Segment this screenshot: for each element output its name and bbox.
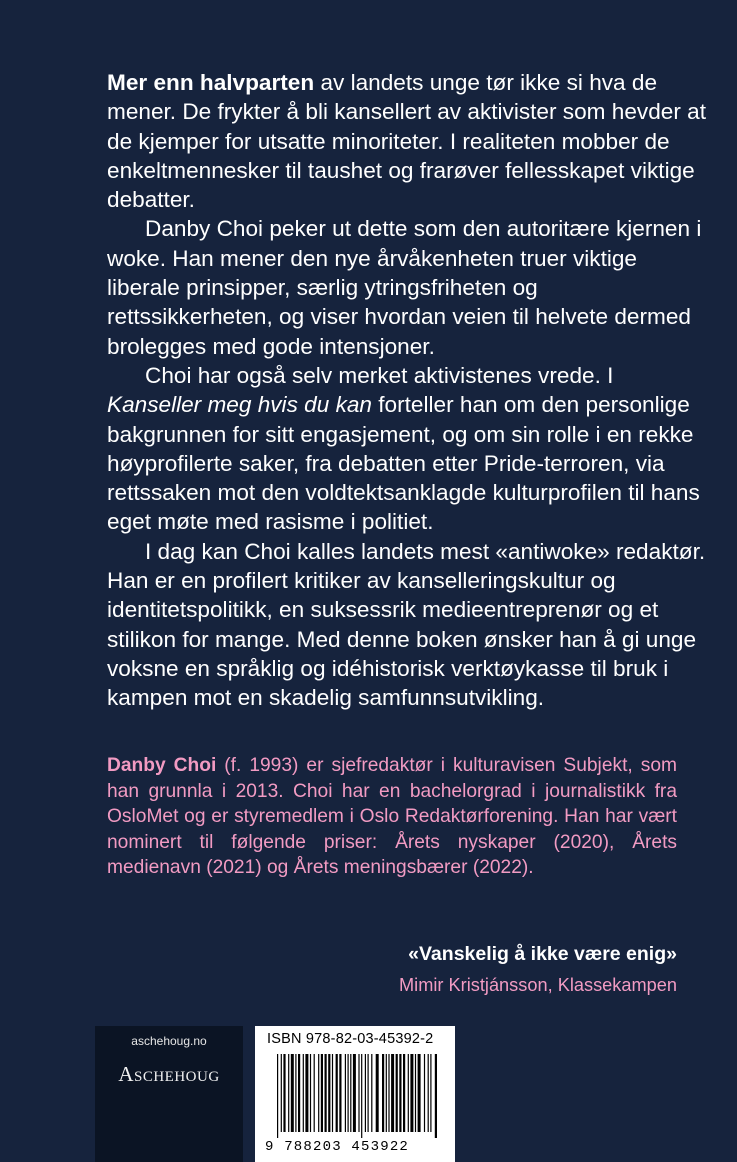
barcode-bar [328,1054,330,1132]
blurb-lead: Mer enn halvparten [107,70,315,95]
barcode-bar [430,1054,431,1132]
barcode-bar [336,1054,338,1132]
author-bio [107,753,677,881]
barcode-bar [303,1054,304,1132]
barcode-bar [368,1054,369,1132]
barcode-bar [415,1054,416,1132]
barcode-bar [318,1054,319,1132]
barcode-bar [339,1054,341,1132]
barcode-bar [298,1054,300,1132]
barcode-bar [386,1054,387,1132]
barcode-bar [332,1054,333,1132]
publisher-logo: Aschehoug [118,1062,220,1086]
barcode-bar [325,1054,327,1132]
blurb-paragraph-2: Danby Choi peker ut dette som den autoritære kjernen i woke. Han mener den nye årvåkenheten truer viktige liberale prinsipper, særlig ytringsfriheten og rettssikkerheten, og viser hvordan veien til helvete dermed brolegges med gode intensjoner. [107,216,702,359]
barcode-bar [314,1054,315,1132]
barcode-bar [295,1054,296,1132]
barcode-bar [353,1054,356,1132]
barcode-bar [277,1054,278,1138]
blurb-paragraph-1 [107,68,707,214]
barcode-bar [281,1054,282,1132]
back-cover-blurb [107,68,707,713]
publisher-block [95,1026,243,1162]
barcode-bar [428,1054,429,1132]
review-quote [399,941,677,998]
isbn-label: ISBN 978-82-03-45392-2 [267,1031,434,1047]
barcode-bar [382,1054,384,1132]
barcode-bar [424,1054,425,1132]
author-name: Danby Choi [107,755,217,776]
quote-text: «Vanskelig å ikke være enig» [408,943,677,965]
barcode-bar [358,1054,359,1132]
barcode-bar [418,1054,421,1132]
barcode [255,1052,455,1138]
barcode-bar [396,1054,398,1132]
barcode-bar [376,1054,379,1132]
barcode-bar [283,1054,285,1132]
barcode-bar [399,1054,401,1132]
barcode-bar [345,1054,346,1132]
barcode-bar [348,1054,349,1132]
barcode-bar [361,1054,362,1138]
publisher-url: aschehoug.no [131,1034,207,1048]
blurb-paragraph-3 [107,361,707,537]
blurb-paragraph-4: I dag kan Choi kalles landets mest «antiwoke» redaktør. Han er en profilert kritiker av kanselleringskultur og identitetspolitikk, en suksessrik medieentreprenør og et stilikon for mange. Med denne boken ønsker han å gi unge voksne en språklig og idéhistorisk verktøykasse til bruk i kampen mot en skadelig samfunnsutvikling. [107,538,706,711]
blurb-p1-text: av landets unge tør ikke si hva de mener. De frykter å bli kansellert av aktivister som hevder at de kjemper for utsatte minoriteter. I realiteten mobber de enkeltmennesker til taushet og frarøver fellesskapet viktige debatter. [107,70,706,213]
barcode-bar [305,1054,308,1132]
barcode-bar [350,1054,351,1132]
author-bio-text: (f. 1993) er sjefredaktør i kulturavisen Subjekt, som han grunnla i 2013. Choi har en bachelorgrad i journalistikk fra OsloMet og er styremedlem i Oslo Redaktørforening. Han har vært nominert til følgende priser: Årets nyskaper (2020), Årets medienavn (2021) og Årets meningsbærer (2022). [107,755,677,879]
barcode-bar [435,1054,437,1138]
barcode-bar [288,1054,289,1132]
blurb-p3-rest: forteller han om den personlige bakgrunnen for sitt engasjement, og om sin rolle i en rekke høyprofilerte saker, fra debatten etter Pride-terroren, via rettssaken mot den voldtektsanklagde kulturprofilen til hans eget møte med rasisme i politiet. [107,392,700,535]
barcode-bar [365,1054,366,1132]
barcode-bar [321,1054,323,1132]
barcode-bar [310,1054,311,1132]
barcode-bar [410,1054,413,1132]
quote-source: Mimir Kristjánsson, Klassekampen [399,975,677,995]
barcode-bar [391,1054,394,1132]
barcode-bar [403,1054,405,1132]
blurb-p3-start: Choi har også selv merket aktivistenes vrede. I [145,362,614,388]
barcode-bar [371,1054,372,1132]
barcode-bar [408,1054,409,1132]
barcode-bar [388,1054,389,1132]
book-title: Kanseller meg hvis du kan [107,392,372,418]
barcode-bar [291,1054,294,1132]
isbn-digits: 9 788203 453922 [265,1139,410,1155]
isbn-barcode-block [255,1026,455,1162]
